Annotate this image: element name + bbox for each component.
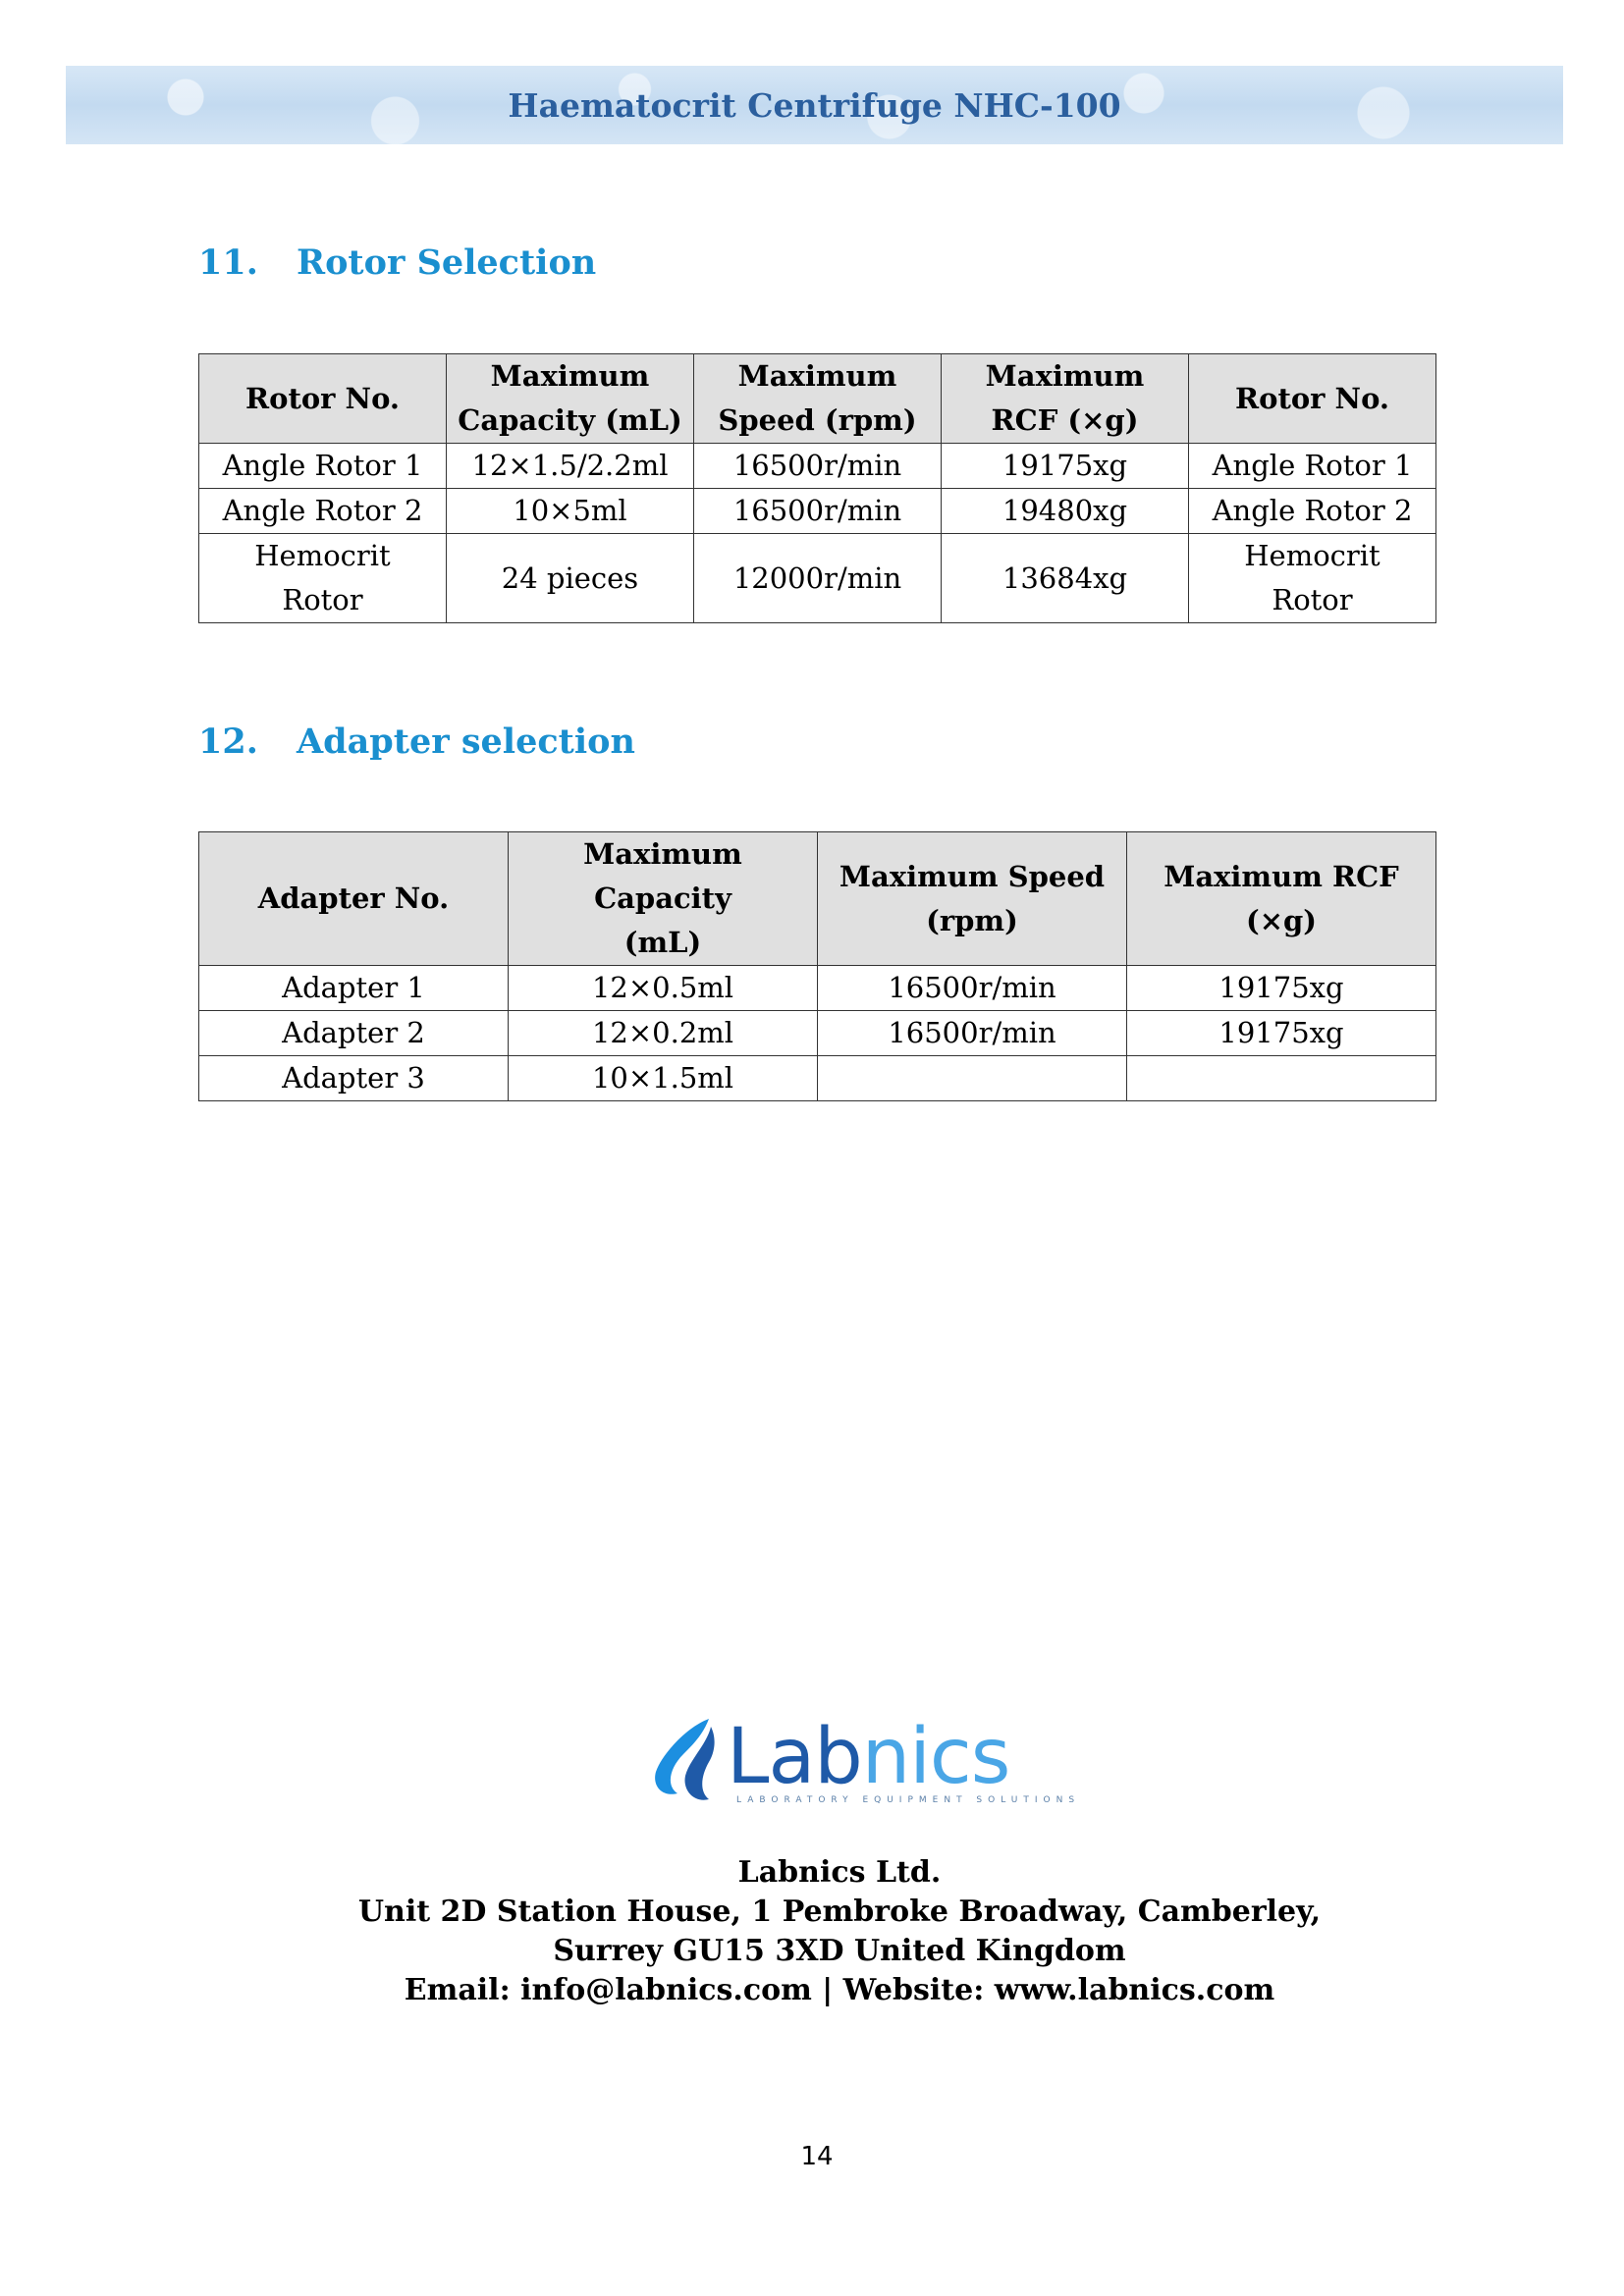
table-cell: Angle Rotor 1 bbox=[1189, 444, 1436, 489]
adapter-selection-table bbox=[198, 831, 1436, 1101]
table-cell: Angle Rotor 2 bbox=[199, 489, 447, 534]
column-header: Maximum Capacity (mL) bbox=[509, 832, 818, 966]
table-cell: 19175xg bbox=[1127, 966, 1436, 1011]
column-header: Maximum Speed (rpm) bbox=[818, 832, 1127, 966]
table-cell: 12×0.5ml bbox=[509, 966, 818, 1011]
table-header-row bbox=[199, 832, 1436, 966]
column-header: Maximum Capacity (mL) bbox=[447, 354, 694, 444]
table-cell: Angle Rotor 2 bbox=[1189, 489, 1436, 534]
table-cell bbox=[818, 1056, 1127, 1101]
page-number: 14 bbox=[800, 2142, 834, 2171]
header-banner bbox=[66, 66, 1563, 144]
table-row bbox=[199, 534, 1436, 623]
table-row bbox=[199, 1056, 1436, 1101]
table-row bbox=[199, 444, 1436, 489]
section-heading-adapter-selection bbox=[198, 721, 635, 762]
rotor-selection-table bbox=[198, 353, 1436, 623]
document-title: Haematocrit Centrifuge NHC-100 bbox=[508, 85, 1121, 125]
labnics-logo bbox=[648, 1713, 1081, 1811]
table-cell: 16500r/min bbox=[694, 489, 942, 534]
table-cell: 24 pieces bbox=[447, 534, 694, 623]
table-cell: 16500r/min bbox=[694, 444, 942, 489]
table-cell: Adapter 3 bbox=[199, 1056, 509, 1101]
table-cell: 19480xg bbox=[942, 489, 1189, 534]
table-row bbox=[199, 489, 1436, 534]
table-cell: Hemocrit Rotor bbox=[1189, 534, 1436, 623]
table-cell: Adapter 1 bbox=[199, 966, 509, 1011]
contact-block bbox=[0, 1853, 1624, 2010]
address-line-1: Unit 2D Station House, 1 Pembroke Broadway, Camberley, bbox=[357, 1895, 1322, 1929]
column-header: Maximum RCF (×g) bbox=[942, 354, 1189, 444]
table-cell: 19175xg bbox=[1127, 1011, 1436, 1056]
column-header: Maximum Speed (rpm) bbox=[694, 354, 942, 444]
labnics-logo-mark-icon bbox=[648, 1713, 736, 1811]
table-row bbox=[199, 966, 1436, 1011]
table-cell: 12000r/min bbox=[694, 534, 942, 623]
table-header-row bbox=[199, 354, 1436, 444]
table-cell: 16500r/min bbox=[818, 1011, 1127, 1056]
table-cell: 19175xg bbox=[942, 444, 1189, 489]
table-cell: 13684xg bbox=[942, 534, 1189, 623]
table-cell: 12×1.5/2.2ml bbox=[447, 444, 694, 489]
section-number: 12. bbox=[198, 721, 258, 762]
column-header: Rotor No. bbox=[1189, 354, 1436, 444]
table-cell: 10×5ml bbox=[447, 489, 694, 534]
email-website-line: Email: info@labnics.com | Website: www.labnics.com bbox=[404, 1973, 1275, 2007]
table-row bbox=[199, 1011, 1436, 1056]
logo-tagline: LABORATORY EQUIPMENT SOLUTIONS bbox=[736, 1795, 1081, 1805]
company-name: Labnics Ltd. bbox=[737, 1855, 942, 1890]
table-cell: 12×0.2ml bbox=[509, 1011, 818, 1056]
table-cell: Hemocrit Rotor bbox=[199, 534, 447, 623]
table-cell bbox=[1127, 1056, 1436, 1101]
column-header: Maximum RCF (×g) bbox=[1127, 832, 1436, 966]
column-header: Rotor No. bbox=[199, 354, 447, 444]
section-number: 11. bbox=[198, 242, 258, 283]
table-cell: Adapter 2 bbox=[199, 1011, 509, 1056]
section-heading-rotor-selection bbox=[198, 242, 596, 283]
table-cell: 10×1.5ml bbox=[509, 1056, 818, 1101]
logo-wordmark: Labnics bbox=[727, 1713, 1010, 1801]
section-title: Rotor Selection bbox=[297, 242, 597, 283]
table-cell: 16500r/min bbox=[818, 966, 1127, 1011]
table-cell: Angle Rotor 1 bbox=[199, 444, 447, 489]
section-title: Adapter selection bbox=[297, 721, 635, 762]
address-line-2: Surrey GU15 3XD United Kingdom bbox=[553, 1934, 1126, 1968]
column-header: Adapter No. bbox=[199, 832, 509, 966]
